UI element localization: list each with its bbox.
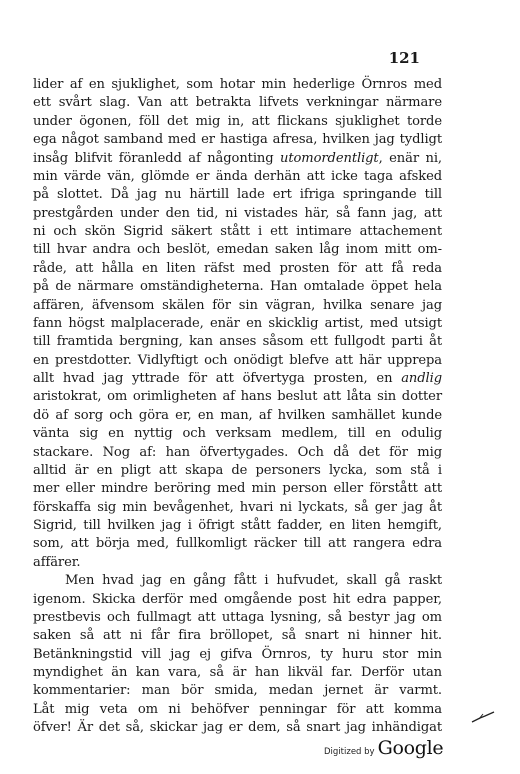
text-line — [33, 223, 442, 241]
digitized-watermark — [324, 737, 443, 759]
text-line — [33, 462, 442, 480]
text-segment: till framtida bergning, kan anses såsom ett fullgodt parti åt — [33, 334, 442, 350]
text-line — [33, 591, 442, 609]
text-segment: förskaffa sig min bevågenhet, hvari ni lyckats, så ger jag åt — [33, 499, 442, 515]
text-segment: råde, att hålla en liten räfst med prosten för att få reda — [33, 260, 442, 276]
text-line — [33, 664, 442, 682]
text-segment: ni och skön Sigrid säkert stått i ett intimare attachement — [33, 224, 442, 239]
text-line — [33, 94, 442, 112]
text-line — [33, 278, 442, 296]
text-segment: igenom. Skicka derför med omgående post hit edra papper, — [33, 591, 442, 607]
text-line — [33, 719, 442, 737]
text-line — [33, 241, 442, 259]
text-segment: prestbevis och fullmagt att uttaga lysning, så bestyr jag om — [33, 609, 442, 625]
text-segment: saken så att ni får fira bröllopet, så snart ni hinner hit. — [33, 628, 442, 644]
text-segment: en prestdotter. Vidlyftigt och onödigt blefve att här upprepa — [33, 352, 442, 368]
text-line — [33, 150, 442, 168]
text-segment: ega något samband med er hastiga afresa, hvilken jag tydligt — [33, 132, 442, 148]
text-line — [33, 682, 442, 700]
text-segment: allt hvad jag yttrade för att öfvertyga prosten, en — [33, 371, 402, 386]
text-segment: prestgården under den tid, ni vistades här, så fann jag, att — [33, 205, 442, 221]
text-line — [33, 480, 442, 498]
text-segment: lider af en sjuklighet, som hotar min hederlige Örnros med — [33, 77, 442, 92]
text-segment: ett svårt slag. Van att betrakta lifvets verkningar närmare — [33, 95, 442, 111]
text-line — [33, 297, 442, 315]
text-segment: kommentarier: man bör smida, medan jernet är varmt. — [33, 683, 442, 699]
watermark-prefix: Digitized by — [324, 747, 375, 757]
text-segment: vänta sig en nyttig och verksam medlem, till en odulig — [33, 426, 442, 442]
text-segment: under ögonen, föll det mig in, att flickans sjuklighet torde — [33, 113, 442, 129]
text-segment: till hvar andra och beslöt, emedan saken låg inom mitt om- — [33, 242, 442, 258]
text-segment: mer eller mindre beröring med min person eller förstått att — [33, 481, 442, 497]
text-line — [33, 76, 442, 94]
text-line — [33, 370, 442, 388]
text-line — [33, 646, 442, 664]
text-line — [33, 113, 442, 131]
text-line — [33, 260, 442, 278]
text-segment: Låt mig veta om ni behöfver penningar för att komma — [33, 701, 442, 717]
text-segment: på de närmare omständigheterna. Han omtalade öppet hela — [33, 279, 442, 295]
page-number: 121 — [388, 49, 420, 67]
text-segment: alltid är en pligt att skapa de personers lycka, som stå i — [33, 462, 442, 478]
text-line — [33, 168, 442, 186]
text-segment: min värde vän, glömde er ända derhän att icke taga afsked — [33, 168, 442, 184]
text-line — [33, 388, 442, 406]
text-line — [33, 425, 442, 443]
emphasized-text: andlig — [401, 371, 442, 386]
text-segment: affärer. — [33, 554, 81, 570]
text-segment: myndighet än kan vara, så är han likväl far. Derför utan — [33, 665, 442, 680]
text-segment: affären, äfvensom skälen för sin vägran, hvilka senare jag — [33, 297, 442, 313]
text-line — [33, 333, 442, 351]
text-line — [33, 701, 442, 719]
text-line — [33, 627, 442, 645]
text-segment: Sigrid, till hvilken jag i öfrigt stått fadder, en liten hemgift, — [33, 518, 442, 533]
text-line — [33, 535, 442, 553]
text-segment: öfver! Är det så, skickar jag er dem, så snart jag inhändigat — [33, 720, 442, 736]
text-segment: aristokrat, om orimligheten af hans beslut att låta sin dotter — [33, 389, 442, 405]
watermark-brand: Google — [377, 737, 444, 759]
text-line — [33, 554, 442, 572]
text-segment: stackare. Nog af: han öfvertygades. Och då det för mig — [33, 444, 442, 460]
text-line — [33, 315, 442, 333]
text-line — [33, 444, 442, 462]
text-line — [33, 609, 442, 627]
text-segment: dö af sorg och göra er, en man, af hvilken samhället kunde — [33, 407, 442, 423]
text-segment: insåg blifvit föranledd af någonting — [33, 150, 281, 166]
text-line — [33, 205, 442, 223]
text-line — [33, 131, 442, 149]
text-line — [33, 186, 442, 204]
text-segment: Betänkningstid vill jag ej gifva Örnros, ty huru stor min — [33, 646, 442, 662]
pen-mark-icon — [470, 710, 496, 724]
text-line — [33, 499, 442, 517]
emphasized-text: utomordentligt — [280, 150, 379, 166]
text-line — [33, 352, 442, 370]
text-segment: , enär ni, — [378, 150, 442, 166]
text-segment: som, att börja med, fullkomligt räcker till att rangera edra — [33, 536, 442, 552]
text-line — [33, 572, 442, 590]
text-segment: fann högst malplacerade, enär en skicklig artist, med utsigt — [33, 315, 442, 331]
text-segment: Men hvad jag en gång fått i hufvudet, skall gå raskt — [65, 573, 442, 589]
text-line — [33, 407, 442, 425]
body-text — [33, 76, 442, 738]
text-segment: på slottet. Då jag nu härtill lade ert ifriga springande till — [33, 187, 442, 203]
text-line — [33, 517, 442, 535]
